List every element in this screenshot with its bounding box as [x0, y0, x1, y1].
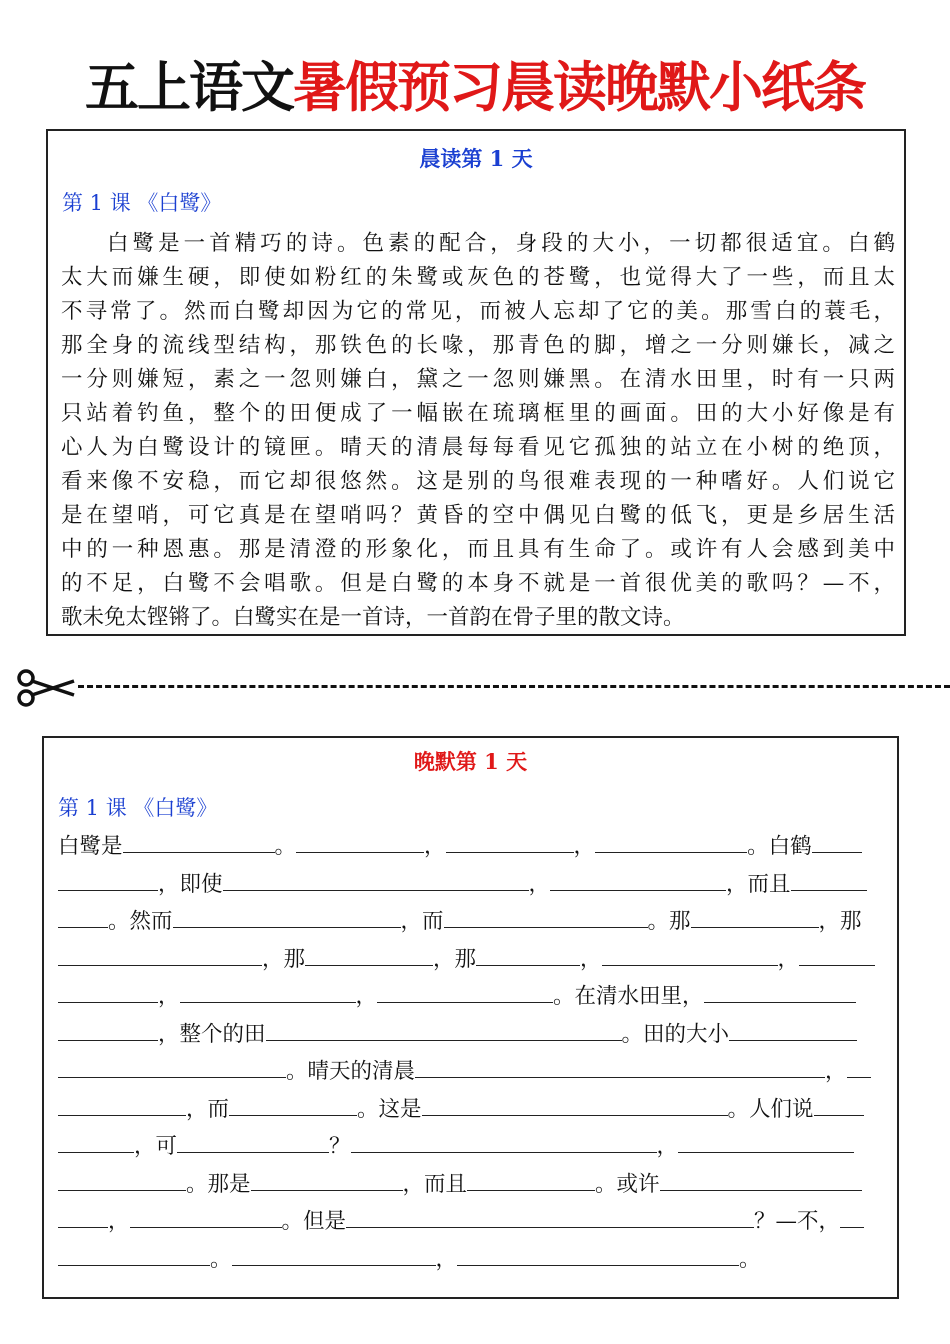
dictation-line [58, 1128, 894, 1166]
fill-in-blank[interactable] [130, 1205, 282, 1228]
passage-line: 不寻常了。然而白鹭却因为它的常见，而被人忘却了它的美。那雪白的蓑毛， [61, 299, 895, 324]
prompt-text: 白鹭是 [58, 834, 123, 859]
fill-in-blank[interactable] [58, 905, 108, 928]
fill-in-blank[interactable] [58, 868, 158, 891]
fill-in-blank[interactable] [266, 1018, 622, 1041]
prompt-text: 。 [739, 1246, 761, 1272]
prompt-text: 。田的大小 [621, 1021, 730, 1047]
passage-line: 心人为白鹭设计的镜匣。晴天的清晨每每看见它孤独的站立在小树的绝顶， [61, 435, 895, 460]
prompt-text: 。但是 [281, 1209, 347, 1234]
prompt-text: ， [355, 984, 378, 1009]
morning-lesson-title: 第 1 课 《白鹭》 [62, 191, 222, 215]
fill-in-blank[interactable] [223, 868, 529, 891]
fill-in-blank[interactable] [422, 1093, 728, 1116]
dictation-line [58, 1053, 894, 1091]
morning-heading: 晨读第 1 天 [419, 146, 533, 171]
prompt-text: ， [825, 1059, 847, 1084]
prompt-text: ，即使 [158, 871, 223, 897]
morning-reading-card [46, 129, 906, 636]
prompt-text: ， [528, 871, 551, 897]
fill-in-blank[interactable] [58, 1093, 186, 1116]
evening-lesson-title: 第 1 课 《白鹭》 [58, 796, 218, 820]
prompt-text: ，而 [186, 1096, 230, 1122]
fill-in-blank[interactable] [457, 1243, 739, 1266]
fill-in-blank[interactable] [58, 1243, 210, 1266]
fill-in-blank[interactable] [180, 980, 356, 1003]
dictation-line [58, 978, 894, 1016]
fill-in-blank[interactable] [444, 905, 648, 928]
prompt-text: 。或许 [595, 1171, 660, 1197]
passage-line: 的不足，白鹭不会唱歌。但是白鹭的本身不就是一首很优美的歌吗？—不， [61, 571, 895, 596]
evening-dictation-card [42, 736, 899, 1299]
dictation-line [58, 941, 894, 979]
prompt-text: ，而且 [402, 1171, 468, 1197]
prompt-text: ， [108, 1209, 130, 1234]
fill-in-blank[interactable] [814, 1093, 864, 1116]
prompt-text: 。那 [647, 909, 691, 934]
title-grade: 五上语文 [85, 56, 293, 119]
fill-in-blank[interactable] [58, 1168, 186, 1191]
prompt-text: ， [158, 984, 180, 1009]
fill-in-blank[interactable] [232, 1243, 436, 1266]
fill-in-blank[interactable] [377, 980, 553, 1003]
prompt-text: 。晴天的清晨 [286, 1059, 416, 1084]
fill-in-blank[interactable] [476, 943, 580, 966]
prompt-text: ？ [329, 1134, 351, 1159]
fill-in-blank[interactable] [602, 943, 778, 966]
fill-in-blank[interactable] [58, 980, 158, 1003]
fill-in-blank[interactable] [296, 830, 424, 853]
prompt-text: ？—不， [754, 1209, 841, 1234]
fill-in-blank[interactable] [123, 830, 275, 853]
fill-in-blank[interactable] [58, 1130, 134, 1153]
fill-in-blank[interactable] [229, 1093, 357, 1116]
dictation-worksheet [58, 828, 894, 1278]
passage-line: 只站着钓鱼，整个的田便成了一幅嵌在琉璃框里的画面。田的大小好像是有 [61, 401, 895, 426]
fill-in-blank[interactable] [791, 868, 867, 891]
prompt-text: ，而且 [726, 871, 791, 897]
fill-in-blank[interactable] [58, 1055, 286, 1078]
passage-line: 看来像不安稳，而它却很悠然。这是别的鸟很难表现的一种嗜好。人们说它 [61, 469, 895, 494]
passage-line: 太大而嫌生硬，即使如粉红的朱鹭或灰色的苍鹭，也觉得大了一些，而且太 [61, 265, 895, 290]
prompt-text: ，那 [262, 946, 306, 972]
dictation-line [58, 828, 894, 866]
prompt-text: 。白鹤 [747, 834, 812, 859]
fill-in-blank[interactable] [351, 1130, 657, 1153]
fill-in-blank[interactable] [691, 905, 819, 928]
dictation-line [58, 1016, 894, 1054]
passage-line: 中的一种恩惠。那是清澄的形象化，而且具有生命了。或许有人会感到美中 [61, 537, 895, 562]
prompt-text: ， [777, 946, 800, 972]
prompt-text: ， [435, 1246, 458, 1272]
dashed-cut-line [78, 685, 950, 688]
cut-line [16, 668, 950, 708]
dictation-line [58, 1203, 894, 1241]
prompt-text: ， [573, 834, 596, 859]
prompt-text: ， [580, 946, 602, 972]
passage-line: 一分则嫌短，素之一忽则嫌白，黛之一忽则嫌黑。在清水田里，时有一只两 [61, 367, 895, 392]
fill-in-blank[interactable] [812, 830, 862, 853]
prompt-text: ， [656, 1134, 679, 1159]
prompt-text: 。 [274, 834, 297, 859]
fill-in-blank[interactable] [595, 830, 747, 853]
fill-in-blank[interactable] [346, 1205, 754, 1228]
prompt-text: ，整个的田 [158, 1021, 266, 1047]
fill-in-blank[interactable] [550, 868, 726, 891]
fill-in-blank[interactable] [58, 1018, 158, 1041]
passage-line: 是在望哨，可它真是在望哨吗？黄昏的空中偶见白鹭的低飞，更是乡居生活 [61, 503, 895, 528]
evening-heading: 晚默第 1 天 [413, 749, 528, 774]
prompt-text: ， [424, 834, 446, 859]
fill-in-blank[interactable] [847, 1055, 871, 1078]
morning-passage [61, 227, 895, 635]
prompt-text: ，那 [818, 909, 862, 934]
dictation-line [58, 1166, 894, 1204]
fill-in-blank[interactable] [840, 1205, 864, 1228]
scissors-icon [16, 668, 76, 708]
fill-in-blank[interactable] [678, 1130, 854, 1153]
dictation-line [58, 866, 894, 904]
dictation-line [58, 1241, 894, 1279]
dictation-line [58, 903, 894, 941]
fill-in-blank[interactable] [704, 980, 856, 1003]
prompt-text: ，那 [433, 946, 477, 972]
page-title [0, 48, 950, 128]
prompt-text: 。 [210, 1246, 232, 1272]
fill-in-blank[interactable] [799, 943, 875, 966]
prompt-text: 。在清水田里， [553, 984, 704, 1009]
fill-in-blank[interactable] [177, 1130, 329, 1153]
prompt-text: 。人们说 [727, 1096, 814, 1122]
prompt-text: 。这是 [357, 1096, 422, 1122]
passage-line: 歌未免太铿锵了。白鹭实在是一首诗，一首韵在骨子里的散文诗。 [61, 605, 685, 630]
prompt-text: ，而 [400, 909, 444, 934]
fill-in-blank[interactable] [305, 943, 433, 966]
dictation-line [58, 1091, 894, 1129]
fill-in-blank[interactable] [660, 1168, 862, 1191]
passage-line: 那全身的流线型结构，那铁色的长喙，那青色的脚，增之一分则嫌长，减之 [61, 333, 895, 358]
fill-in-blank[interactable] [58, 1205, 108, 1228]
fill-in-blank[interactable] [446, 830, 574, 853]
fill-in-blank[interactable] [173, 905, 401, 928]
fill-in-blank[interactable] [58, 943, 262, 966]
fill-in-blank[interactable] [415, 1055, 825, 1078]
fill-in-blank[interactable] [467, 1168, 595, 1191]
prompt-text: 。那是 [186, 1171, 251, 1197]
fill-in-blank[interactable] [729, 1018, 857, 1041]
passage-line: 白鹭是一首精巧的诗。色素的配合，身段的大小，一切都很适宜。白鹤 [107, 231, 895, 256]
title-topic: 暑假预习晨读晚默小纸条 [293, 56, 865, 119]
prompt-text: 。然而 [108, 909, 173, 934]
prompt-text: ，可 [134, 1134, 178, 1159]
fill-in-blank[interactable] [251, 1168, 403, 1191]
